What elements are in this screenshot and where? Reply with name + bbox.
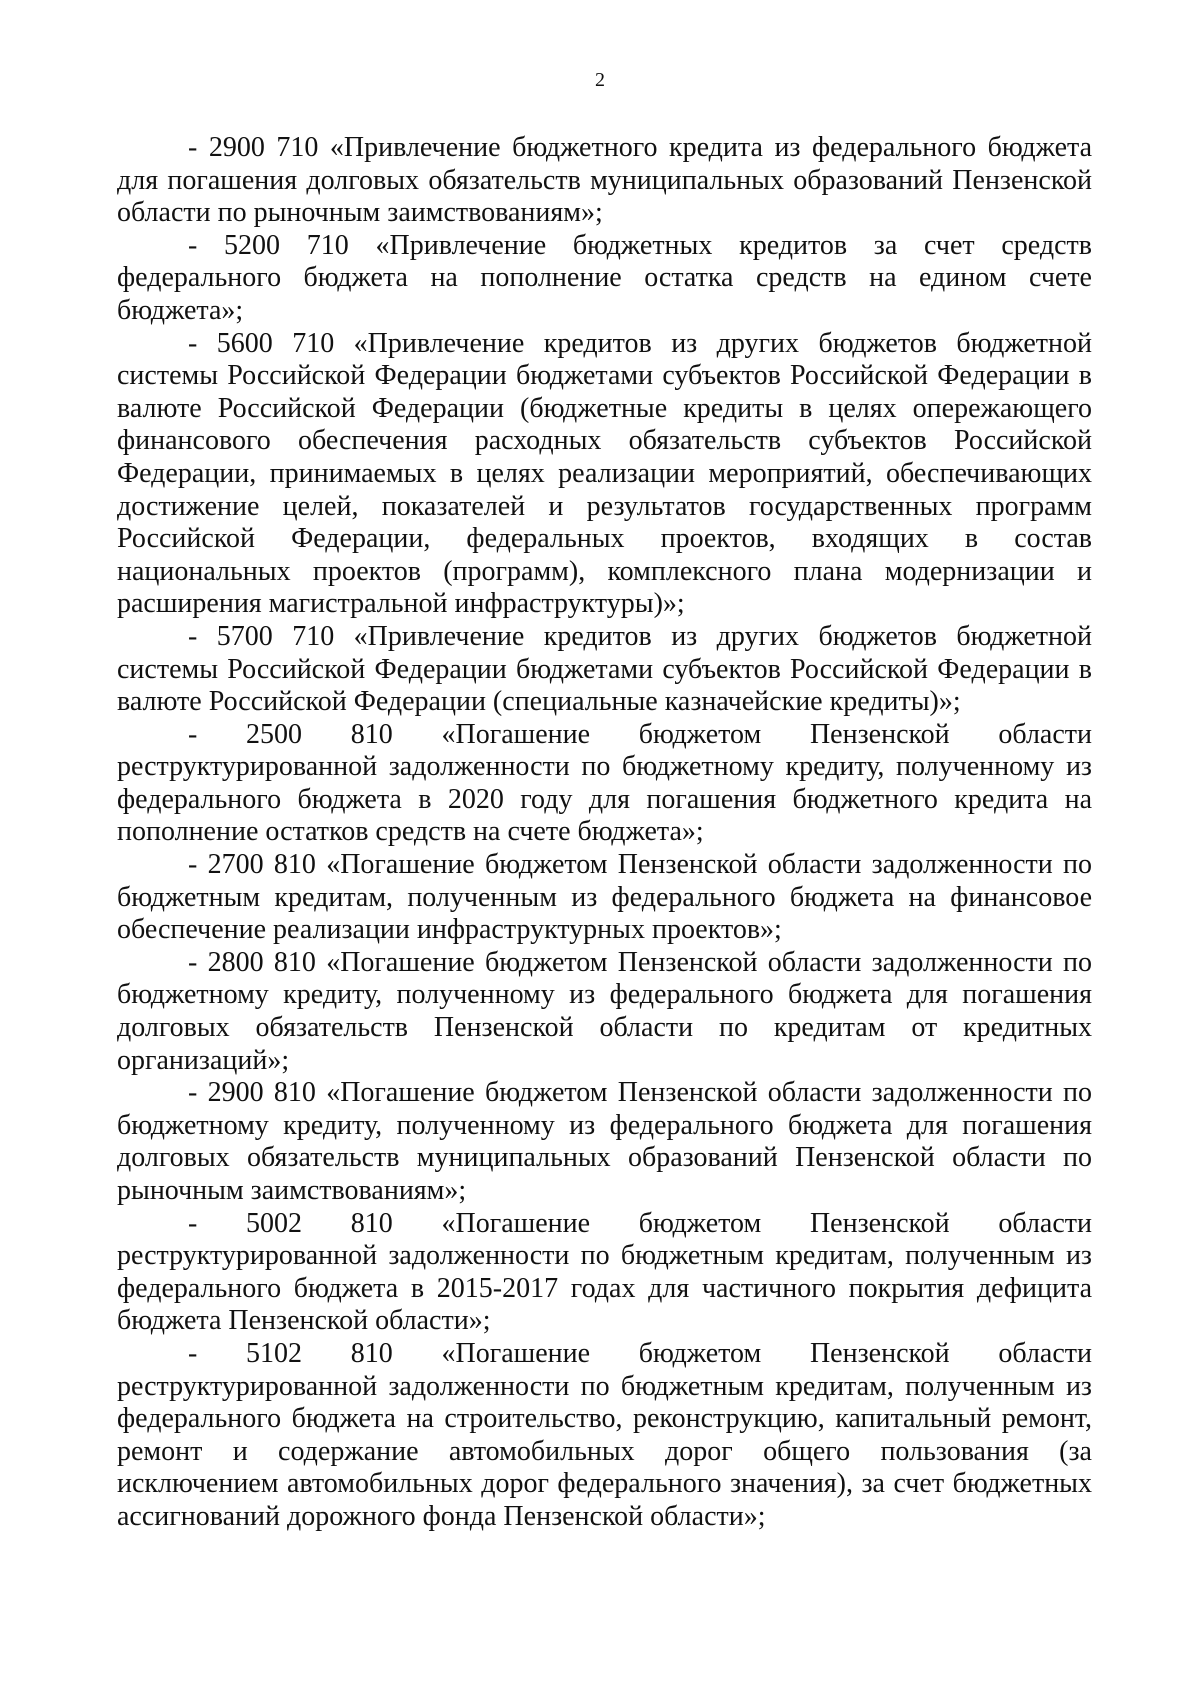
- paragraph-code-5700-710: - 5700 710 «Привлечение кредитов из других бюджетов бюджетной системы Российской Федерации бюджетами субъектов Российской Федерации в валюте Российской Федерации (специальные казначейские кредиты)»;: [117, 620, 1092, 718]
- paragraph-code-5200-710: - 5200 710 «Привлечение бюджетных кредитов за счет средств федерального бюджета на пополнение остатка средств на едином счете бюджета»;: [117, 229, 1092, 326]
- paragraph-code-2700-810: - 2700 810 «Погашение бюджетом Пензенской области задолженности по бюджетным кредитам, полученным из федерального бюджета на финансовое обеспечение реализации инфраструктурных проектов»;: [117, 849, 1092, 946]
- page-number: 2: [595, 69, 605, 91]
- document-body: [117, 132, 1092, 1534]
- paragraph-code-2500-810: - 2500 810 «Погашение бюджетом Пензенской области реструктурированной задолженности по бюджетному кредиту, полученному из федерального бюджета в 2020 году для погашения бюджетного кредита на пополнение остатков средств на счете бюджета»;: [117, 718, 1092, 848]
- paragraph-code-2900-810: - 2900 810 «Погашение бюджетом Пензенской области задолженности по бюджетному кредиту, полученному из федерального бюджета для погашения долговых обязательств муниципальных образований Пензенской области по рыночным заимствованиям»;: [117, 1077, 1092, 1206]
- paragraph-code-2900-710: - 2900 710 «Привлечение бюджетного кредита из федерального бюджета для погашения долговых обязательств муниципальных образований Пензенской области по рыночным заимствованиям»;: [117, 132, 1092, 229]
- paragraph-code-5600-710: - 5600 710 «Привлечение кредитов из других бюджетов бюджетной системы Российской Федерации бюджетами субъектов Российской Федерации в валюте Российской Федерации (бюджетные кредиты в целях опережающего финансового обеспечения расходных обязательств субъектов Российской Федерации, принимаемых в целях реализации мероприятий, обеспечивающих достижение целей, показателей и результатов государственных программ Российской Федерации, федеральных проектов, входящих в состав национальных проектов (программ), комплексного плана модернизации и расширения магистральной инфраструктуры)»;: [117, 327, 1092, 620]
- paragraph-code-2800-810: - 2800 810 «Погашение бюджетом Пензенской области задолженности по бюджетному кредиту, полученному из федерального бюджета для погашения долговых обязательств Пензенской области по кредитам от кредитных организаций»;: [117, 946, 1092, 1076]
- paragraph-code-5002-810: - 5002 810 «Погашение бюджетом Пензенской области реструктурированной задолженности по бюджетным кредитам, полученным из федерального бюджета в 2015-2017 годах для частичного покрытия дефицита бюджета Пензенской области»;: [117, 1207, 1092, 1337]
- paragraph-code-5102-810: - 5102 810 «Погашение бюджетом Пензенской области реструктурированной задолженности по бюджетным кредитам, полученным из федерального бюджета на строительство, реконструкцию, капитальный ремонт, ремонт и содержание автомобильных дорог общего пользования (за исключением автомобильных дорог федерального значения), за счет бюджетных ассигнований дорожного фонда Пензенской области»;: [117, 1337, 1092, 1532]
